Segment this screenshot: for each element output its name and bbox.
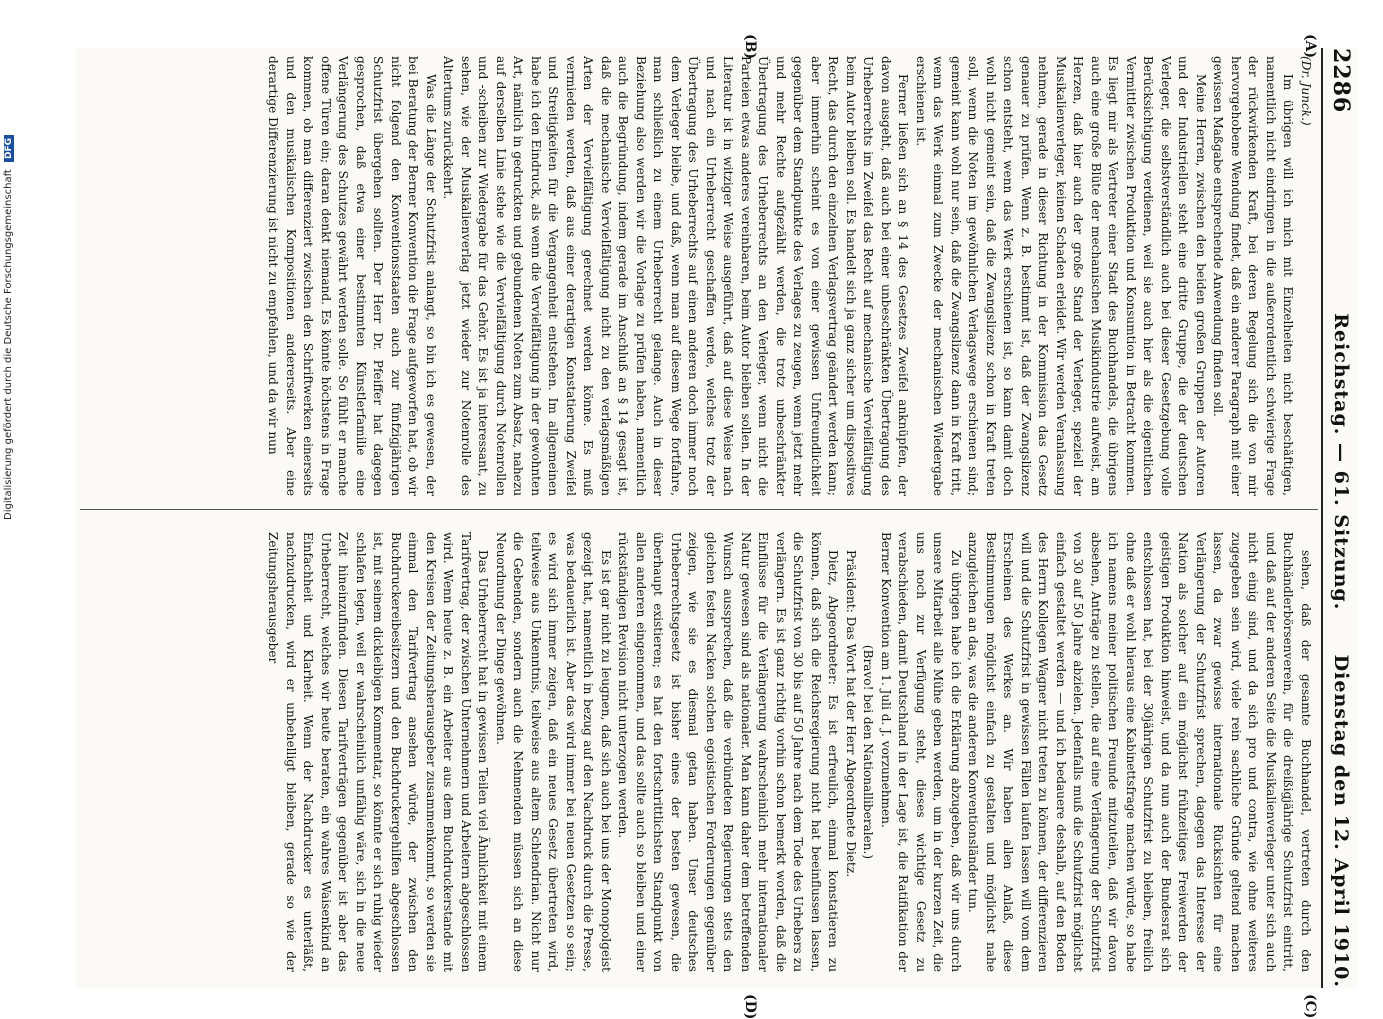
rotated-page [76,34,1358,1019]
applause-note: (Bravo! bei den Nationalliberalen.) [861,644,876,860]
margin-label-c: (C) [1302,994,1318,1019]
left-paragraph-3: Ferner ließen sich an § 14 des Gesetzes Zweifel anknüpfen, der davon ausgeht, daß auch bei einer unbeschränkten Übertragung des Urheberrechts im Zweifel das Recht auf mechanische Vervielfältigung beim Autor bleiben soll. Es handelt sich ja ganz sicher um dispositives Recht, das durch den einzelnen Verlagsvertrag geändert werden kann; aber immerhin scheint es von einer gewissen Unfreundlichkeit gegenüber dem Standpunkte des Verlages zu zeugen, wenn jetzt mehr und mehr Rechte aufgezählt werden, die trotz unbeschränkter Übertragung des Urheberrechts an den Verleger, wenn nicht die Parteien etwas anderes vereinbaren, beim Autor bleiben sollen. In der Literatur ist in witziger Weise ausgeführt, daß auf diese Weise nach und nach ein Urheberrecht geschaffen werde, welches trotz der Übertragung des Urheberrechts auf einen anderen doch immer noch dem Verleger bleibe, und daß, wenn man auf diesem Wege fortfahre, man schließlich zu einem Urheberrecht gelange. Auch in dieser Beziehung also werden wir die Vorlage zu prüfen haben, namentlich auch die Begründung, indem gerade im Anschluß an § 14 gesagt ist, daß die mechanische Vervielfältigung nicht zu den verlagsmäßigen Arten der Vervielfältigung gerechnet werden könne. Es muß vermieden werden, daß aus einer derartigen Konstatierung Zweifel und Streitigkeiten für die Vergangenheit entstehen. Im allgemeinen habe ich den Eindruck, als wenn die Vervielfältigung in der gewohnten Art, nämlich in gedruckten und gebundenen Noten zum Absatz, nahezu auf derselben Linie stehe wie die Vervielfältigung durch Notenrollen und -scheiben zur Wiedergabe für das Gehör. Es ist ja interessant, zu sehen, wie der Musikalienverlag jetzt wieder zur Notenrolle des Altertums zurückkehrt. [441,56,911,496]
margin-label-d: (D) [742,994,758,1019]
right-paragraph-5: Dietz, Abgeordneter: Es ist erfreulich, einmal konstatieren zu können, daß sich die Reichsregierung nicht hat beeinflussen lassen, die Schutzfrist von 30 bis auf 50 Jahre nach dem Tode des Urhebers zu verlängern. Es ist ganz richtig vorhin schon bemerkt worden, daß die Einflüsse für die Verlängerung wahrscheinlich mehr internationaler Natur gewesen sind als nationaler. Man kann daher dem betreffenden Wunsch aussprechen, daß die verbündeten Regierungen stets den gleichen festen Nacken solchen egoistischen Forderungen gegenüber zeigen, wie sie es diesmal getan haben. Unser deutsches Urheberrechtsgesetz ist bisher eines der besten gewesen, die überhaupt existieren; es hat den fortschrittlichsten Standpunkt von allen anderen eingenommen, und das sollte auch so bleiben und einer rückständigen Revision nicht unterzogen werden. [616,532,841,972]
header-rule [1321,48,1323,988]
right-column [84,532,1314,972]
page-number: 2286 [1328,48,1354,114]
left-column [84,56,1314,496]
margin-label-a: (A) [1302,34,1318,59]
dfg-logo: DFG [4,135,14,162]
page-header [1324,48,1358,988]
header-date: Dienstag den 12. April 1910. [1330,654,1352,988]
right-paragraph-7: Das Urheberrecht hat in gewissen Teilen viel Ähnlichkeit mit einem Tarifvertrag, der zwischen Unternehmern und Arbeitern abgeschlossen wird. Wenn heute z. B. ein Arbeiter aus dem Buchdruckerstande mit den Kreisen der Zeitungsherausgeber zusammenkommt, so werden sie einmal den Tarifvertrag ansehen würde, der zwischen den Buchdruckereibesitzern und den Buchdruckergehilfen abgeschlossen ist, mit seinem dickleibigen Kommentar, so könnte er sich ruhig wieder schlafen legen, weil er wahrscheinlich unfähig wäre, sich in die neue Zeit hineinzufinden. Diesen Tarifverträgen gegenüber ist aber das Urheberrecht, welches wir heute beraten, ein wahres Waisenkind an Einfachheit und Klarheit. Wenn der Nachdrucker es unterläßt, nachzudrucken, wird er unbehelligt bleiben, gerade so wie der Zeitungsherausgeber [266,532,491,972]
left-paragraph-1: Im übrigen will ich mich mit Einzelheiten nicht beschäftigen, namentlich nicht eindringen in die außerordentlich schwierige Frage der rückwirkenden Kraft, bei deren Regelung sich die von mir hervorgehobene Wendung findet, daß ein anderer Paragraph mit einer gewissen Maßgabe entsprechende Anwendung finden soll. [1211,56,1296,496]
header-title: Reichstag. — 61. Sitzung. [1330,313,1352,611]
president-remark: Präsident: Das Wort hat der Herr Abgeordnete Dietz. [844,550,858,878]
margin-label-b: (B) [742,34,758,60]
speaker-note: (Dr. Junck.) [1299,56,1313,126]
left-paragraph-4: Was die Länge der Schutzfrist anlangt, so bin ich es gewesen, der bei Beratung der Berner Konvention die Frage aufgeworfen hat, ob wir nicht folgend den Konventionsstaaten auch zur fünfzigjährigen Schutzfrist übergehen sollten. Der Herr Dr. Pfeiffer hat dagegen gesprochen, daß etwa einer bestimmten Künstlerfamilie eine Verlängerung des Schutzes gewährt werden solle. So fühlt er manche offene Türen ein; daran denkt niemand. Es könnte höchstens in Frage kommen, ob man differenziert zwischen den Schriftwerken einerseits und den musikalischen Kompositionen andererseits. Aber eine derartige Differenzierung ist nicht zu empfehlen, und da wir nun [266,56,438,496]
right-paragraph-6: Es ist gar nicht zu leugnen, daß sich auch bei uns der Monopolgeist gezeigt hat, namentlich in bezug auf den Nachdruck durch die Presse, was bedauerlich ist. Aber das wird immer bei neuen Gesetzen so sein; es wird sich immer zeigen, daß ein neues Gesetz übertreten wird, teilweise aus Unkenntnis, teilweise aus altem Schlendrian. Nicht nur die Gebenden, sondern auch die Nehmenden müssen sich an diese Neuordnung der Dinge gewöhnen. [494,532,613,972]
column-divider [80,509,1318,510]
digitization-footer [3,40,14,520]
right-paragraph-2: Zu übrigen habe ich die Erklärung abzugeben, daß wir uns durch unsere Mitarbeit alle Mühe geben werden, um in der kurzen Zeit, die uns noch zur Verfügung steht, dieses wichtige Gesetz zu verabschieden, damit Deutschland in der Lage ist, die Ratifikation der Berner Konvention am 1. Juli d. J. vorzunehmen. [879,532,963,972]
left-paragraph-2: Meine Herren, zwischen den beiden großen Gruppen der Autoren und der Industriellen steht eine dritte Gruppe, die der deutschen Verleger, die selbstverständlich auch bei dieser Gesetzgebung volle Berücksichtigung verdienen, weil sie auch hier als die eigentlichen Vermittler zwischen Produktion und Konsumtion in Betracht kommen. Es liegt mir als Vertreter einer Stadt des Buchhandels, die übrigens auch eine große Blüte der mechanischen Musikindustrie aufweist, am Herzen, daß hier auch der große Stand der Verleger, speziell der Musikalienverleger, keinen Schaden erleidet. Wir werden Veranlassung nehmen, gerade in dieser Richtung in der Kommission das Gesetz genauer zu prüfen. Wenn z. B. bestimmt ist, daß der Zwangslizenz schon entsteht, wenn das Werk erschienen ist, so kann damit doch wohl nicht gemeint sein, daß die Zwangslizenz schon in Kraft treten soll, wenn die Noten im gewöhnlichen Verlagswege erschienen sind; gemeint kann wohl nur sein, daß die Zwangslizenz dann in Kraft tritt, wenn das Werk einmal zum Zwecke der mechanischen Wiedergabe erschienen ist. [914,56,1208,496]
right-paragraph-1: sehen, daß der gesamte Buchhandel, vertreten durch den Buchhändlerbörsenverein, für die dreißigjährige Schutzfrist eintritt, und daß auf der anderen Seite die Musikalienverleger unter sich auch nicht einig sind, und da sich pro und contra, wie ohne weiteres zugegeben sein wird, viele rein sachliche Gründe geltend machen lassen, da zwar gewisse internationale Rücksichten für eine Verlängerung der Schutzfrist sprechen, dagegen das Interesse der Nation als solcher auf ein möglichst frühzeitiges Freiwerden der geistigen Produktion hinweist, und da nun auch der Bundesrat sich entschlossen hat, bei der 30jährigen Schutzfrist zu bleiben, freilich ohne daß er wohl hieraus eine Kabinettsfrage machen würde, so habe ich namens meiner politischen Freunde mitzuteilen, daß wir davon absehen, Anträge zu stellen, die auf eine Verlängerung der Schutzfrist von 30 auf 50 Jahre abzielen. Jedenfalls muß die Schutzfrist möglichst einfach gestaltet werden — und ich bedauere deshalb, auf den Boden des Herrn Kollegen Wagner nicht treten zu können, der differenzieren will und die Schutzfrist in gewissen Fällen laufen lassen will vom dem Erscheinen des Werkes an. Wir haben allen Anlaß, diese Bestimmungen möglichst einfach zu gestalten und möglichst nahe anzugleichen an das, was die anderen Konventionsländer tun. [966,532,1313,972]
footer-text: Digitalisierung gefördert durch die Deutsche Forschungsgemeinschaft [3,169,14,520]
